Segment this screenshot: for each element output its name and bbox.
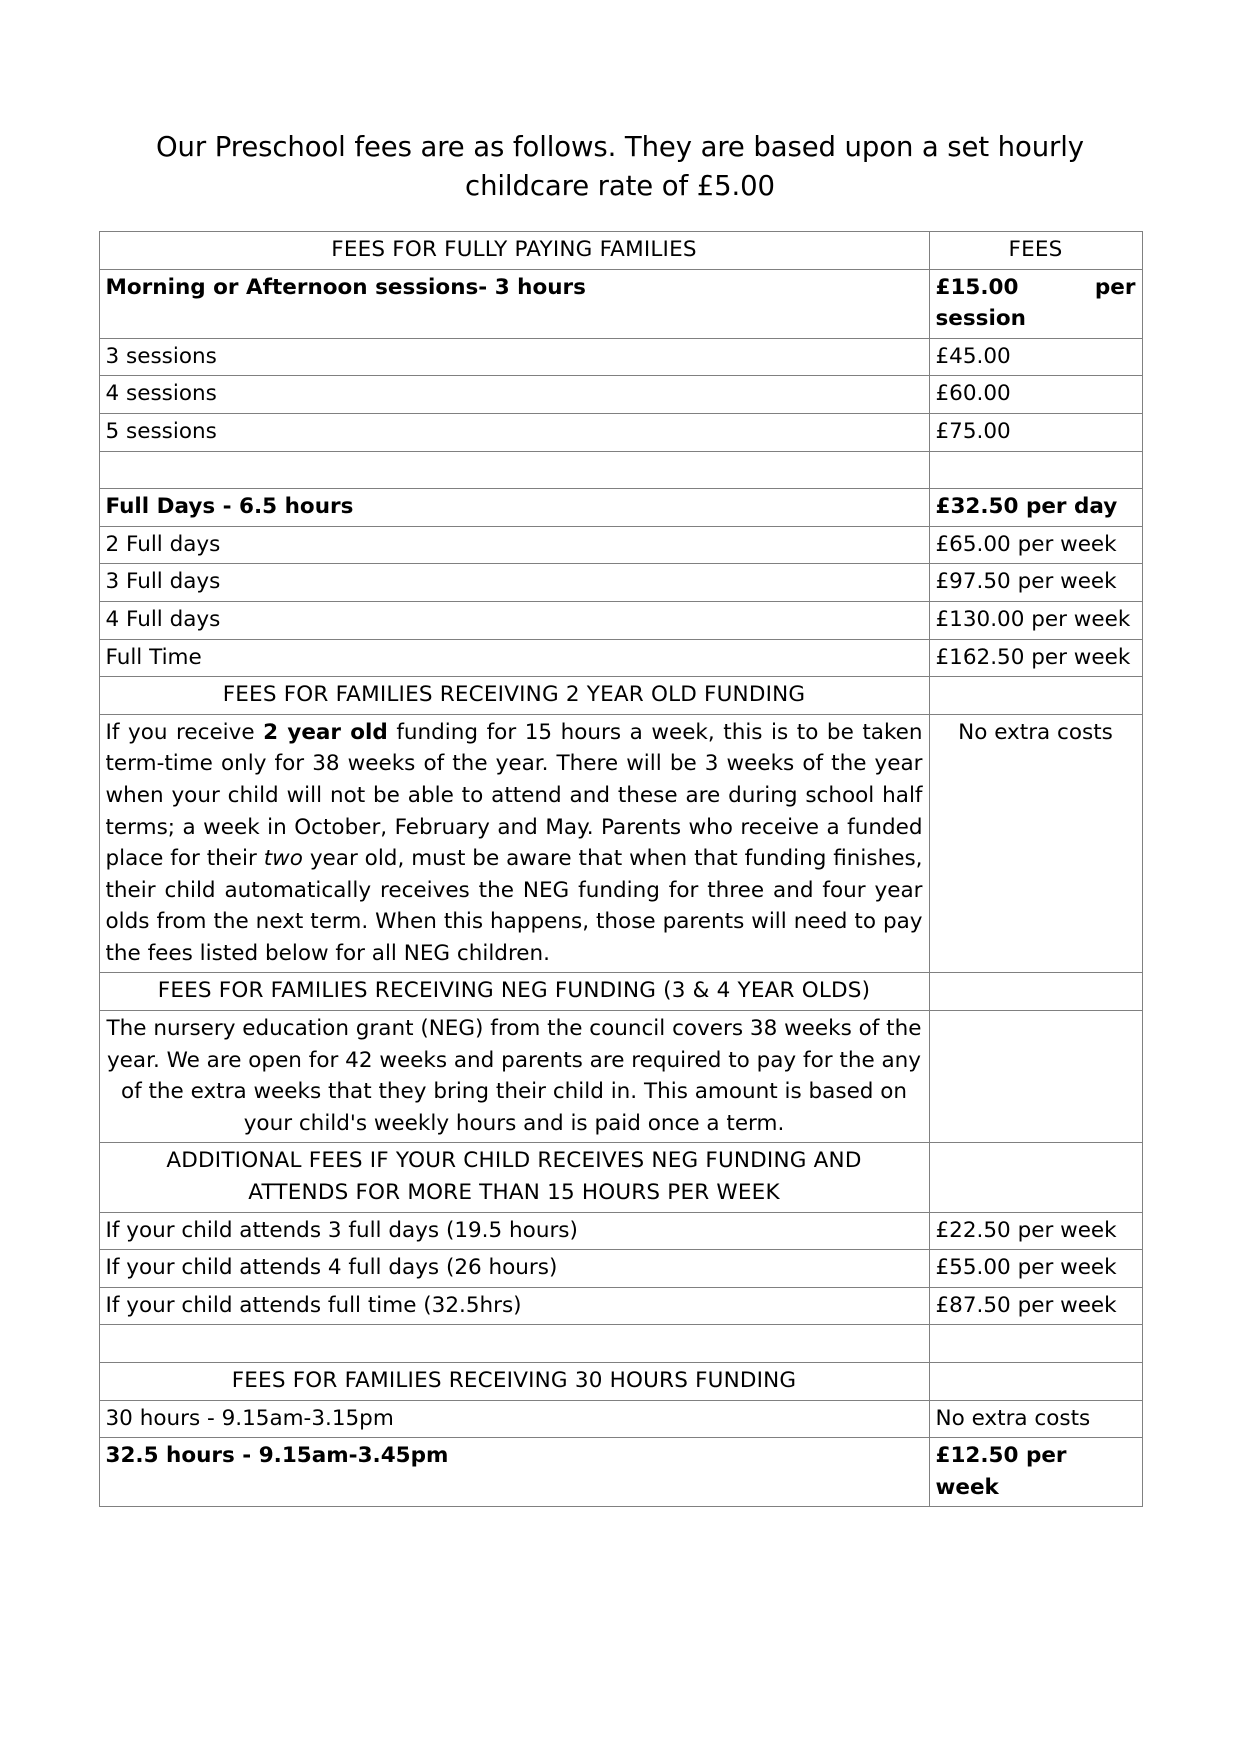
section-header-row-additional	[99, 1143, 1142, 1212]
row-fee: £97.50 per week	[929, 564, 1142, 602]
fees-table	[99, 231, 1143, 1507]
section-header-additional-line-2: ATTENDS FOR MORE THAN 15 HOURS PER WEEK	[248, 1180, 780, 1206]
row-fee: £87.50 per week	[929, 1287, 1142, 1325]
row-fee: £45.00	[929, 338, 1142, 376]
table-header-row	[99, 232, 1142, 270]
table-row-neg-paragraph	[99, 1011, 1142, 1143]
full-days-heading-fee: £32.50 per day	[929, 489, 1142, 527]
spacer-row	[99, 451, 1142, 489]
row-fee: £60.00	[929, 376, 1142, 414]
row-label: If your child attends full time (32.5hrs)	[99, 1287, 929, 1325]
two-year-old-fee: No extra costs	[929, 714, 1142, 973]
sessions-fee-amount: £15.00	[935, 274, 1019, 300]
table-row	[99, 338, 1142, 376]
table-row-two-year-old-paragraph	[99, 714, 1142, 973]
fees-table-container	[99, 231, 1142, 1507]
full-days-heading-label: Full Days - 6.5 hours	[99, 489, 929, 527]
row-fee: £75.00	[929, 413, 1142, 451]
page-title	[155, 128, 1085, 205]
row-label: 2 Full days	[99, 526, 929, 564]
sessions-heading-fee	[929, 269, 1142, 338]
table-row	[99, 376, 1142, 414]
section-header-thirty-hours: FEES FOR FAMILIES RECEIVING 30 HOURS FUNDING	[99, 1363, 929, 1401]
spacer-cell-right	[929, 1325, 1142, 1363]
section-header-fee-blank	[929, 973, 1142, 1011]
section-header-additional	[99, 1143, 929, 1212]
paragraph-italic-two: two	[263, 846, 303, 872]
paragraph-part-1: If you receive	[105, 719, 264, 745]
section-header-fee-blank	[929, 1143, 1142, 1212]
paragraph-bold-2-year-old: 2 year old	[263, 719, 388, 745]
table-row	[99, 1438, 1142, 1507]
table-row	[99, 1287, 1142, 1325]
sessions-fee-per: per	[1094, 274, 1136, 300]
table-row	[99, 413, 1142, 451]
table-row	[99, 269, 1142, 338]
row-label: 4 Full days	[99, 601, 929, 639]
table-row	[99, 601, 1142, 639]
row-fee: No extra costs	[929, 1400, 1142, 1438]
spacer-row	[99, 1325, 1142, 1363]
row-label: If your child attends 3 full days (19.5 hours)	[99, 1212, 929, 1250]
page-title-line-1: Our Preschool fees are as follows. They are based upon a set hourly	[156, 131, 1084, 163]
spacer-cell-left	[99, 451, 929, 489]
column-header-fees: FEES	[929, 232, 1142, 270]
row-label: 4 sessions	[99, 376, 929, 414]
row-label: 3 Full days	[99, 564, 929, 602]
paragraph-part-2: funding for 15 hours a week, this is to be taken term-time only for 38 weeks of the year. There will be 3 weeks of the year when your child will not be able to attend and these are during school half terms; a week in October, February and May. Parents who receive a funded place for their	[105, 719, 923, 872]
section-header-additional-line-1: ADDITIONAL FEES IF YOUR CHILD RECEIVES NEG FUNDING AND	[166, 1148, 862, 1174]
row-label: If your child attends 4 full days (26 hours)	[99, 1250, 929, 1288]
spacer-cell-left	[99, 1325, 929, 1363]
section-header-row-thirty-hours	[99, 1363, 1142, 1401]
neg-paragraph-fee	[929, 1011, 1142, 1143]
neg-paragraph: The nursery education grant (NEG) from the council covers 38 weeks of the year. We are open for 42 weeks and parents are required to pay for the any of the extra weeks that they bring their child in. This amount is based on your child's weekly hours and is paid once a term.	[99, 1011, 929, 1143]
row-fee: £55.00 per week	[929, 1250, 1142, 1288]
table-row	[99, 1212, 1142, 1250]
section-header-two-year-old: FEES FOR FAMILIES RECEIVING 2 YEAR OLD FUNDING	[99, 677, 929, 715]
section-header-row-two-year-old	[99, 677, 1142, 715]
spacer-cell-right	[929, 451, 1142, 489]
sessions-fee-unit: session	[935, 306, 1026, 332]
section-header-fee-blank	[929, 1363, 1142, 1401]
sessions-heading-label: Morning or Afternoon sessions- 3 hours	[99, 269, 929, 338]
table-row	[99, 1400, 1142, 1438]
table-row	[99, 1250, 1142, 1288]
table-row	[99, 489, 1142, 527]
row-label: 5 sessions	[99, 413, 929, 451]
page-title-line-2: childcare rate of £5.00	[465, 169, 775, 202]
row-fee: £12.50 per week	[929, 1438, 1142, 1507]
row-fee: £162.50 per week	[929, 639, 1142, 677]
row-label: 3 sessions	[99, 338, 929, 376]
row-fee: £65.00 per week	[929, 526, 1142, 564]
row-label: 30 hours - 9.15am-3.15pm	[99, 1400, 929, 1438]
table-row	[99, 526, 1142, 564]
table-row	[99, 639, 1142, 677]
row-label: 32.5 hours - 9.15am-3.45pm	[99, 1438, 929, 1507]
column-header-description: FEES FOR FULLY PAYING FAMILIES	[99, 232, 929, 270]
row-fee: £130.00 per week	[929, 601, 1142, 639]
paragraph-part-3: year old, must be aware that when that funding finishes, their child automatically receives the NEG funding for three and four year olds from the next term. When this happens, those parents will need to pay the fees listed below for all NEG children.	[105, 846, 923, 966]
section-header-row-neg	[99, 973, 1142, 1011]
section-header-fee-blank	[929, 677, 1142, 715]
row-label: Full Time	[99, 639, 929, 677]
row-fee: £22.50 per week	[929, 1212, 1142, 1250]
table-row	[99, 564, 1142, 602]
section-header-neg: FEES FOR FAMILIES RECEIVING NEG FUNDING (3 & 4 YEAR OLDS)	[99, 973, 929, 1011]
two-year-old-paragraph	[99, 714, 929, 973]
